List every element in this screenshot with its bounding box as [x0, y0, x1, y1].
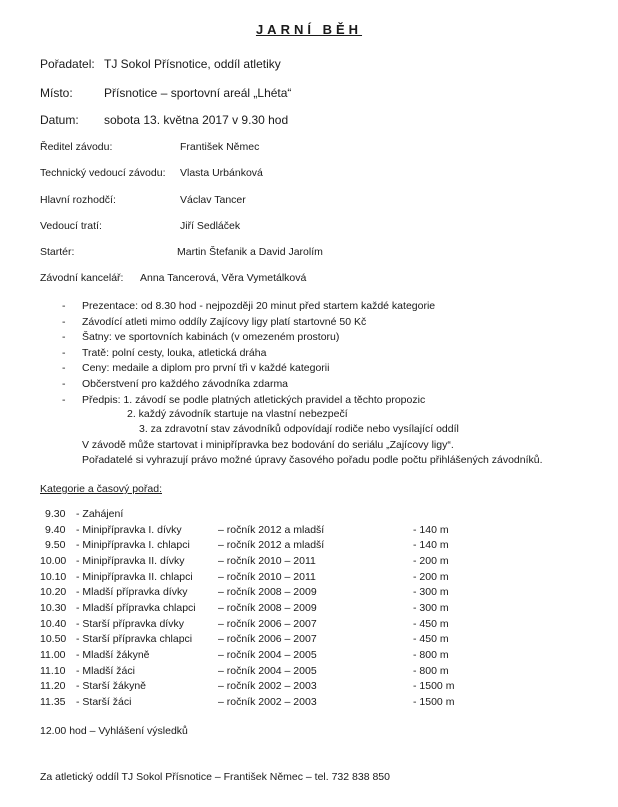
- schedule-time: 10.30: [40, 601, 67, 614]
- schedule-distance: - 800 m: [413, 648, 449, 661]
- schedule-year: – ročník 2008 – 2009: [218, 601, 317, 614]
- schedule-category: - Mladší žákyně: [76, 648, 150, 661]
- info-bullets: [62, 299, 435, 408]
- schedule-time: 9.30: [45, 508, 66, 520]
- schedule-year: – ročník 2004 – 2005: [218, 648, 317, 661]
- schedule-heading: Kategorie a časový pořad:: [40, 483, 162, 495]
- list-item: - Šatny: ve sportovních kabinách (v omezeném prostoru): [62, 331, 340, 344]
- schedule-time: 9.40: [45, 523, 66, 536]
- schedule-year: – ročník 2006 – 2007: [218, 617, 317, 630]
- schedule-year: – ročník 2004 – 2005: [218, 664, 317, 677]
- schedule-distance: - 1500 m: [413, 680, 455, 693]
- schedule-distance: - 300 m: [413, 586, 449, 599]
- organizer-value: TJ Sokol Přísnotice, oddíl atletiky: [104, 57, 281, 71]
- schedule-year: – ročník 2002 – 2003: [218, 695, 317, 708]
- results-announcement: 12.00 hod – Vyhlášení výsledků: [40, 725, 188, 737]
- list-item: - Ceny: medaile a diplom pro první tři v každé kategorii: [62, 362, 330, 375]
- schedule-time: 9.50: [45, 539, 66, 552]
- rule-item: 2. každý závodník startuje na vlastní nebezpečí: [127, 408, 348, 420]
- schedule-category: - Minipřípravka II. dívky: [76, 554, 185, 567]
- track-lead-value: Jiří Sedláček: [180, 220, 241, 232]
- date-value: sobota 13. května 2017 v 9.30 hod: [104, 113, 289, 127]
- chief-referee-value: Václav Tancer: [180, 194, 246, 206]
- note: V závodě může startovat i minipřípravka bez bodování do seriálu „Zajícovy ligy“.: [82, 439, 454, 451]
- footer-contact: Za atletický oddíl TJ Sokol Přísnotice – František Němec – tel. 732 838 850: [40, 771, 390, 783]
- list-item: - Prezentace: od 8.30 hod - nejpozději 20 minut před startem každé kategorie: [62, 300, 436, 312]
- schedule-category: - Mladší přípravka dívky: [76, 586, 188, 599]
- schedule-distance: - 1500 m: [413, 695, 455, 708]
- place-label: Místo:: [40, 86, 73, 100]
- starter-label: Startér:: [40, 246, 75, 258]
- track-lead-label: Vedoucí tratí:: [40, 220, 102, 232]
- schedule-year: – ročník 2002 – 2003: [218, 680, 317, 693]
- race-office-label: Závodní kancelář:: [40, 272, 124, 284]
- schedule-year: – ročník 2012 a mladší: [218, 523, 325, 536]
- race-office-value: Anna Tancerová, Věra Vymetálková: [140, 272, 307, 284]
- schedule-distance: - 300 m: [413, 601, 449, 614]
- director-label: Ředitel závodu:: [40, 141, 113, 153]
- page-title: JARNÍ BĚH: [255, 22, 363, 37]
- schedule-time: 11.20: [40, 680, 66, 693]
- schedule-category: - Minipřípravka II. chlapci: [76, 570, 193, 583]
- note: Pořadatelé si vyhrazují právo možné úpravy časového pořadu podle počtu přihlášených závodníků.: [82, 454, 543, 466]
- place-value: Přísnotice – sportovní areál „Lhéta“: [104, 86, 292, 100]
- schedule-category: - Zahájení: [76, 508, 124, 520]
- rule-item: 3. za zdravotní stav závodníků odpovídají rodiče nebo vysílající oddíl: [139, 423, 459, 435]
- schedule-year: – ročník 2008 – 2009: [218, 586, 317, 599]
- schedule-category: - Mladší přípravka chlapci: [76, 601, 196, 614]
- schedule-time: 11.10: [40, 664, 66, 677]
- technical-lead-value: Vlasta Urbánková: [180, 167, 263, 179]
- director-value: František Němec: [180, 141, 260, 153]
- schedule-category: - Starší přípravka dívky: [76, 617, 184, 630]
- schedule-category: - Starší žáci: [76, 695, 132, 708]
- technical-lead-label: Technický vedoucí závodu:: [40, 167, 166, 179]
- schedule-time: 10.10: [40, 570, 67, 583]
- schedule-year: – ročník 2010 – 2011: [218, 554, 316, 567]
- list-item: - Občerstvení pro každého závodníka zdarma: [62, 377, 289, 390]
- list-item: - Závodící atleti mimo oddíly Zajícovy ligy platí startovné 50 Kč: [62, 315, 367, 328]
- schedule-distance: - 140 m: [413, 523, 449, 536]
- list-item: - Tratě: polní cesty, louka, atletická dráha: [62, 346, 267, 359]
- schedule-year: – ročník 2012 a mladší: [218, 539, 325, 552]
- schedule-time: 10.20: [40, 586, 67, 599]
- schedule-category: - Starší žákyně: [76, 680, 147, 693]
- schedule-distance: - 200 m: [413, 570, 449, 583]
- schedule-time: 10.50: [40, 633, 67, 646]
- chief-referee-label: Hlavní rozhodčí:: [40, 194, 116, 206]
- schedule-time: 11.00: [40, 648, 66, 661]
- schedule-time: 10.40: [40, 617, 67, 630]
- schedule-distance: - 450 m: [413, 633, 449, 646]
- schedule-time: 10.00: [40, 554, 67, 567]
- date-label: Datum:: [40, 113, 79, 127]
- schedule-category: - Mladší žáci: [76, 664, 135, 677]
- schedule-category: - Starší přípravka chlapci: [76, 633, 193, 646]
- schedule-year: – ročník 2010 – 2011: [218, 570, 316, 583]
- schedule-distance: - 200 m: [413, 554, 449, 567]
- schedule-table: [0, 508, 618, 708]
- starter-value: Martin Štefanik a David Jarolím: [177, 246, 323, 258]
- schedule-time: 11.35: [40, 695, 66, 708]
- schedule-distance: - 140 m: [413, 539, 449, 552]
- schedule-category: - Minipřípravka I. chlapci: [76, 539, 190, 552]
- organizer-label: Pořadatel:: [40, 57, 95, 71]
- schedule-year: – ročník 2006 – 2007: [218, 633, 317, 646]
- schedule-distance: - 800 m: [413, 664, 449, 677]
- schedule-category: - Minipřípravka I. dívky: [76, 523, 182, 536]
- schedule-distance: - 450 m: [413, 617, 449, 630]
- list-item: - Předpis: 1. závodí se podle platných atletických pravidel a těchto propozic: [62, 393, 426, 406]
